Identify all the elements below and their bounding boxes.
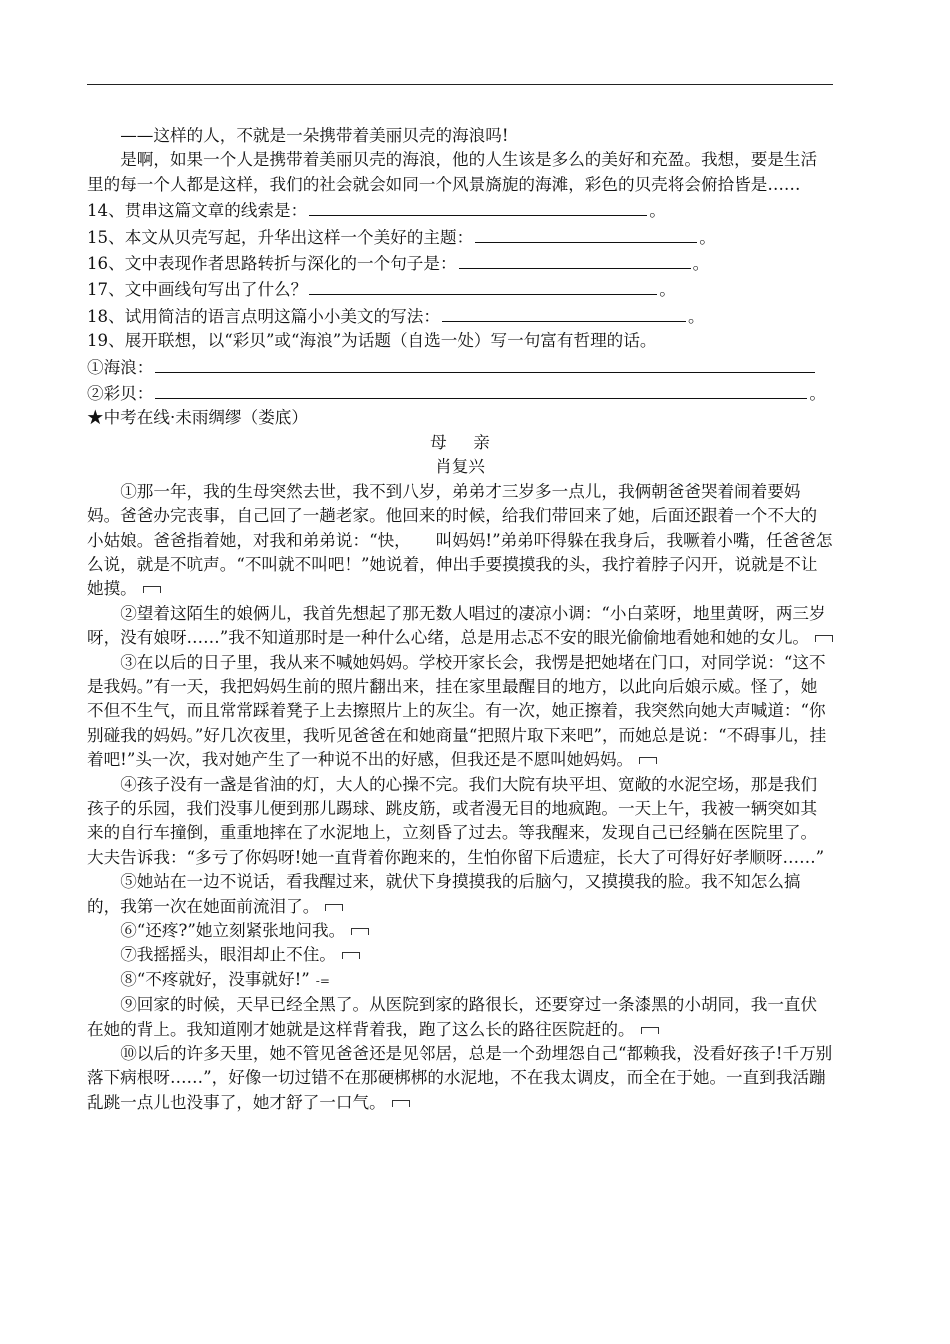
end-mark: 。 [692,254,710,274]
annotation-mark [815,635,833,642]
article-paragraph-9 [87,993,833,1042]
passage-paragraph: 是啊，如果一个人是携带着美丽贝壳的海浪，他的人生该是多么的美好和充盈。我想，要是生活里的每一个人都是这样，我们的社会就会如同一个风景旖旎的海滩，彩色的贝壳将会俯拾皆是…… [87,150,818,194]
annotation-mark [392,1100,410,1107]
article-paragraph-1 [87,480,833,602]
question-18-text: 18、试用简洁的语言点明这篇小小美文的写法： [87,306,440,326]
question-19: 19、展开联想，以“彩贝”或“海浪”为话题（自选一处）写一句富有哲理的话。 [87,331,657,351]
annotation-mark: -= [315,973,330,988]
question-16 [87,250,833,276]
question-17-text: 17、文中画线句写出了什么？ [87,280,308,300]
question-19-option-1 [87,354,833,380]
answer-blank-17[interactable] [309,276,657,295]
annotation-mark [351,928,369,935]
annotation-mark [342,952,360,959]
answer-blank-15[interactable] [475,224,697,243]
question-19-option-2 [87,380,833,406]
answer-blank-16[interactable] [459,250,691,269]
article-paragraph-6 [87,919,833,943]
annotation-mark [143,586,161,593]
annotation-mark [641,1027,659,1034]
annotation-mark [325,904,343,911]
end-mark: 。 [809,384,826,404]
annotation-mark [639,757,657,764]
end-mark: 。 [649,201,666,221]
answer-blank-18[interactable] [442,303,686,322]
header-rule [87,84,833,85]
article-paragraph-4: ④孩子没有一盏是省油的灯，大人的心操不完。我们大院有块平坦、宽敞的水泥空场，那是我们孩子的乐园，我们没事儿便到那儿踢球、跳皮筋，或者漫无目的地疯跑。一天上午，我被一辆突如其来的自行车撞倒，重重地摔在了水泥地上，立刻昏了过去。等我醒来，发现自己已经躺在医院里了。大夫告诉我：“多亏了你妈呀!她一直背着你跑来的，生怕你留下后遗症，长大了可得好好孝顺呀……” [87,774,825,867]
paragraph-7-text: ⑦我摇摇头，眼泪却止不住。 [120,945,336,965]
paragraph-6-text: ⑥“还疼?”她立刻紧张地问我。 [120,921,346,940]
article-paragraph-3 [87,651,833,773]
article-paragraph-5 [87,870,833,919]
end-mark: 。 [659,280,676,300]
article-paragraph-7 [87,943,833,967]
option-1-label: ①海浪： [87,357,154,377]
article-paragraph-10 [87,1042,833,1115]
end-mark: 。 [688,306,705,326]
passage-line-1: ——这样的人，不就是一朵携带着美丽贝壳的海浪吗! [120,126,509,145]
end-mark: 。 [699,227,716,247]
paragraph-2-text: ②望着这陌生的娘俩儿，我首先想起了那无数人唱过的凄凉小调：“小白菜呀，地里黄呀，两三岁呀，没有娘呀……”我不知道那时是一种什么心绪，总是用忐忑不安的眼光偷偷地看她和她的女儿。 [87,603,826,648]
question-14-text: 14、贯串这篇文章的线索是： [87,201,308,221]
answer-blank-19-2[interactable] [155,380,807,399]
question-18 [87,303,833,329]
question-15-text: 15、本文从贝壳写起，升华出这样一个美好的主题： [87,227,474,247]
section-header: ★中考在线·未雨绸缪（娄底） [87,408,308,428]
document-body [87,124,833,1115]
question-15 [87,224,833,250]
question-14 [87,197,833,223]
article-paragraph-8 [87,968,833,993]
article-title: 母亲 [430,432,517,452]
paragraph-3-text: ③在以后的日子里，我从来不喊她妈妈。学校开家长会，我愣是把她堵在门口，对同学说：“这不是我妈。”有一天，我把妈妈生前的照片翻出来，挂在家里最醒目的地方，以此向后娘示威。怪了，她不但不生气，而且常常踩着凳子上去擦照片上的灰尘。有一次，她正擦着，我突然向她大声喊道：“你别碰我的妈妈。”好几次夜里，我听见爸爸在和她商量“把照片取下来吧”，而她总是说：“不碍事儿，挂着吧!”头一次，我对她产生了一种说不出的好感，但我还是不愿叫她妈妈。 [87,652,827,770]
answer-blank-14[interactable] [309,197,647,216]
option-2-label: ②彩贝： [87,384,154,404]
article-paragraph-2 [87,602,833,651]
article-author: 肖复兴 [435,457,485,477]
answer-blank-19-1[interactable] [155,354,815,373]
paragraph-1-text: ①那一年，我的生母突然去世，我不到八岁，弟弟才三岁多一点儿，我俩朝爸爸哭着闹着要妈妈。爸爸办完丧事，自己回了一趟老家。他回来的时候，给我们带回来了她，后面还跟着一个不大的小姑娘。爸爸指着她，对我和弟弟说：“快， 叫妈妈!”弟弟吓得躲在我身后，我噘着小嘴，任爸爸怎么说，就是不吭声。“不叫就不叫吧！”她说着，伸出手要摸摸我的头，我拧着脖子闪开，说就是不让她摸。 [87,481,833,599]
paragraph-8-text: ⑧“不疼就好，没事就好!” [120,969,310,989]
paragraph-5-text: ⑤她站在一边不说话，看我醒过来，就伏下身摸摸我的后脑勺，又摸摸我的脸。我不知怎么搞的，我第一次在她面前流泪了。 [87,872,801,916]
paragraph-10-text: ⑩以后的许多天里，她不管见爸爸还是见邻居，总是一个劲埋怨自己“都赖我，没看好孩子!千万别落下病根呀……”，好像一切过错不在那硬梆梆的水泥地，不在我太调皮，而全在于她。一直到我活蹦乱跳一点儿也没事了，她才舒了一口气。 [87,1044,833,1112]
question-17 [87,276,833,302]
paragraph-9-text: ⑨回家的时候，天早已经全黑了。从医院到家的路很长，还要穿过一条漆黑的小胡同，我一直伏在她的背上。我知道刚才她就是这样背着我，跑了这么长的路往医院赶的。 [87,995,818,1039]
question-16-text: 16、文中表现作者思路转折与深化的一个句子是： [87,254,457,274]
